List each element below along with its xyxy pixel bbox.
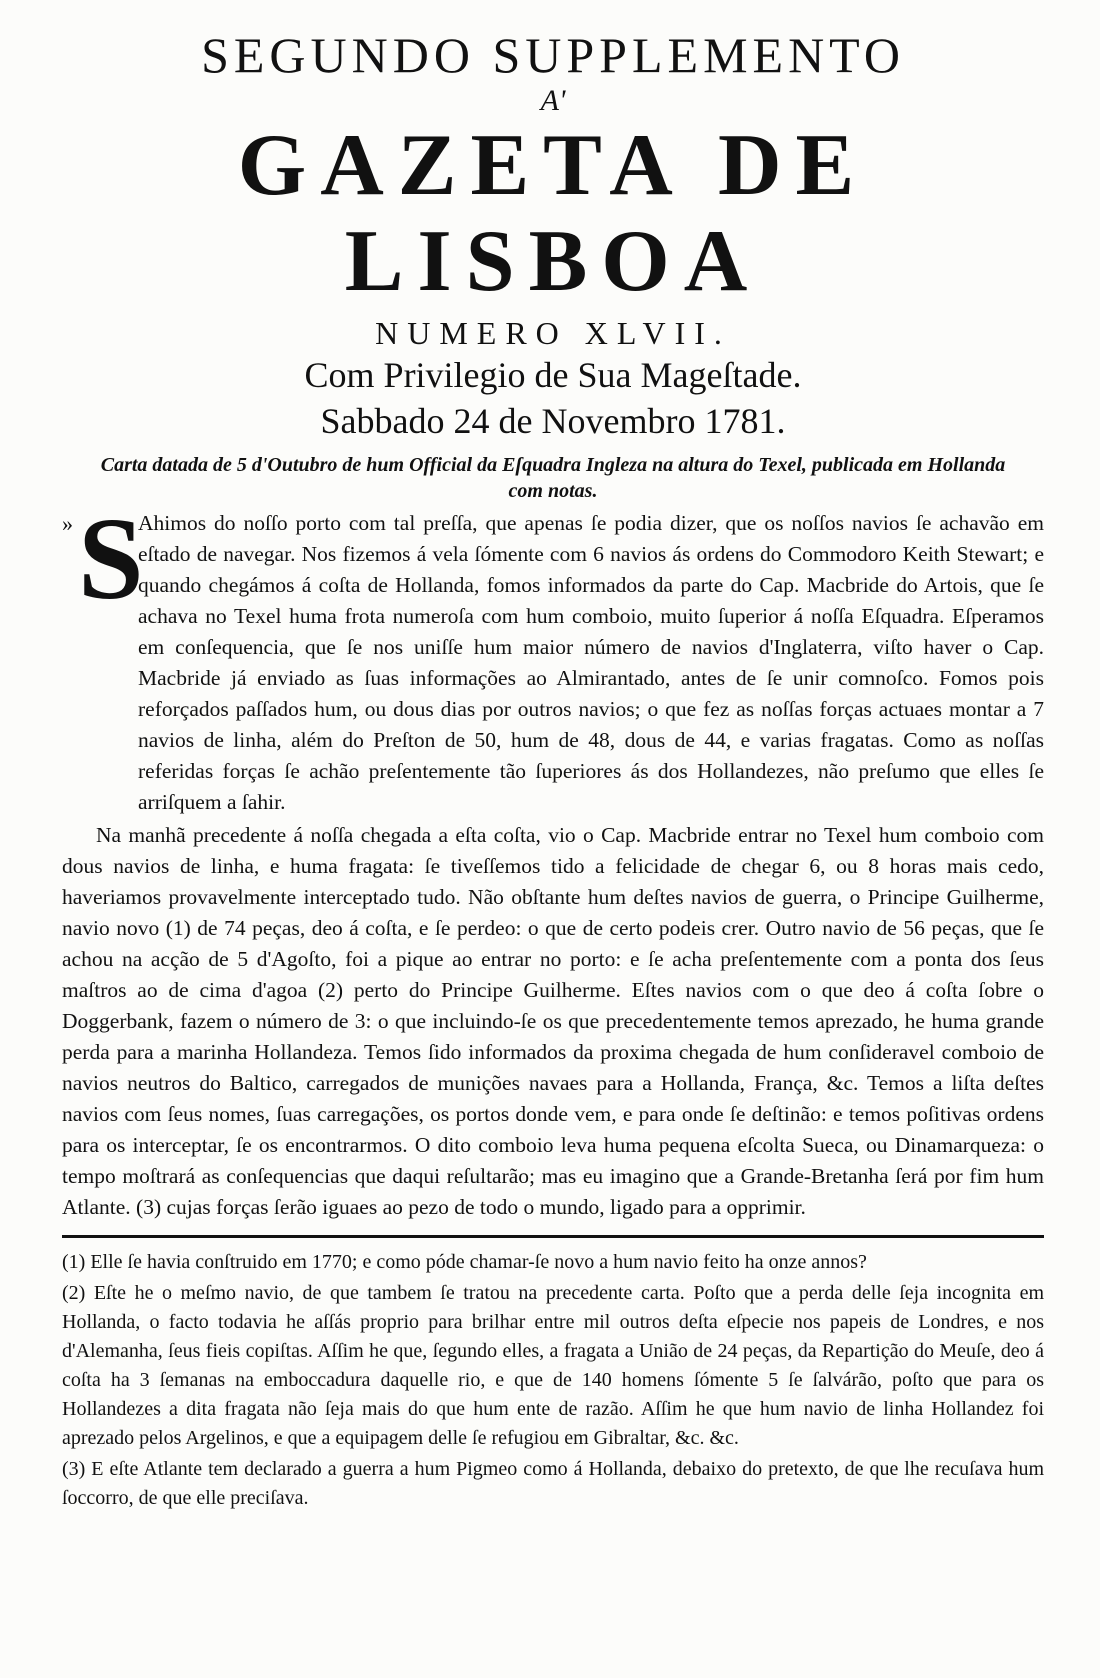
letter-body (62, 493, 1044, 1223)
footnote-1: (1) Elle ſe havia conſtruido em 1770; e como póde chamar-ſe novo a hum navio feito ha onze annos? (62, 1251, 867, 1273)
masthead-title: GAZETA DE LISBOA (237, 117, 869, 310)
footnotes (62, 1248, 1044, 1513)
footnote-3: (3) E eſte Atlante tem declarado a guerra a hum Pigmeo como á Hollanda, debaixo do pretexto, de que lhe recuſava hum ſoccorro, de que elle preciſava. (62, 1458, 1044, 1509)
privilege-line: Com Privilegio de Sua Mageſtade. (304, 355, 802, 395)
footnote-2: (2) Eſte he o meſmo navio, de que tambem ſe tratou na precedente carta. Poſto que a perda delle ſeja incognita em Hollanda, o facto todavia he aſſás proprio para brilhar entre mil outros deſta eſpecie nos papeis de Londres, e nos d'Alemanha, ſeus fieis copiſtas. Aſſim he que, ſegundo elles, a fragata a União de 24 peças, da Repartição do Meuſe, deo á coſta ha 3 ſemanas na emboccadura daquelle rio, e que de 140 homens ſómente 5 ſe ſalvárão, poſto que para os Hollandezes a dita fragata não ſeja mais do que hum ente de razão. Aſſim he que hum navio de linha Hollandez foi aprezado pelos Argelinos, e que a equipagem delle ſe refugiou em Gibraltar, &c. &c. (62, 1282, 1044, 1449)
second-paragraph: Na manhã precedente á noſſa chegada a eſta coſta, vio o Cap. Macbride entrar no Texel hum comboio com dous navios de linha, e huma fragata: ſe tiveſſemos tido a felicidade de chegar 6, ou 8 horas mais cedo, haveriamos provavelmente interceptado tudo. Não obſtante hum deſtes navios de guerra, o Principe Guilherme, navio novo (1) de 74 peças, deo á coſta, e ſe perdeo: o que de certo podeis crer. Outro navio de 56 peças, que ſe achou na acção de 5 d'Agoſto, foi a pique ao entrar no porto: e ſe acha preſentemente com a ponta dos ſeus maſtros ao de cima d'agoa (2) perto do Principe Guilherme. Eſtes navios com o que deo á coſta ſobre o Doggerbank, fazem o número de 3: o que incluindo-ſe os que precedentemente temos aprezado, he huma grande perda para a marinha Hollandeza. Temos ſido informados da proxima chegada de hum conſideravel comboio de navios neutros do Baltico, carregados de munições navaes para a Hollanda, França, &c. Temos a liſta deſtes navios com ſeus nomes, ſuas carregações, os portos donde vem, e para onde ſe deſtinão: e temos poſitivas ordens para os interceptar, ſe os encontrarmos. O dito comboio leva huma pequena eſcolta Sueca, ou Dinamarqueza: o tempo moſtrará as conſequencias que daqui reſultarão; mas eu imagino que a Grande-Bretanha ſerá por fim hum Atlante. (3) cujas forças ſerão iguaes ao pezo de todo o mundo, ligado para a opprimir. (62, 823, 1044, 1219)
issue-number: NUMERO XLVII. (375, 315, 731, 351)
supplement-a: A' (540, 84, 566, 117)
quote-mark: » (62, 511, 73, 536)
drop-cap: S (78, 493, 144, 624)
footnote-divider (62, 1235, 1044, 1238)
lead-text: Ahimos do noſſo porto com tal preſſa, que apenas ſe podia dizer, que os noſſos navios ſe achavão em eſtado de navegar. Nos fizemos á vela ſómente com 6 navios ás ordens do Commodoro Keith Stewart; e quando chegámos á coſta de Hollanda, fomos informados da parte do Cap. Macbride do Artois, que ſe achava no Texel huma frota numeroſa com hum comboio, muito ſuperior á noſſa Eſquadra. Eſperamos em conſequencia, que ſe nos uniſſe hum maior número de navios d'Inglaterra, viſto haver o Cap. Macbride já enviado as ſuas informações ao Almirantado, antes de ſe unir comnoſco. Fomos pois reforçados paſſados hum, ou dous dias por outros navios; o que fez as noſſas forças actuaes montar a 7 navios de linha, além do Preſton de 50, hum de 48, dous de 44, e varias fragatas. Como as noſſas referidas forças ſe achão preſentemente tão ſuperiores ás dos Hollandezes, não preſumo que elles ſe arriſquem a ſahir. (138, 511, 1044, 814)
letter-headline: Carta datada de 5 d'Outubro de hum Official da Eſquadra Ingleza na altura do Texel, publicada em Hollanda com notas. (100, 454, 1006, 502)
supplement-title: SEGUNDO SUPPLEMENTO (201, 27, 905, 83)
lead-paragraph (62, 493, 1044, 818)
issue-date: Sabbado 24 de Novembro 1781. (320, 401, 786, 441)
